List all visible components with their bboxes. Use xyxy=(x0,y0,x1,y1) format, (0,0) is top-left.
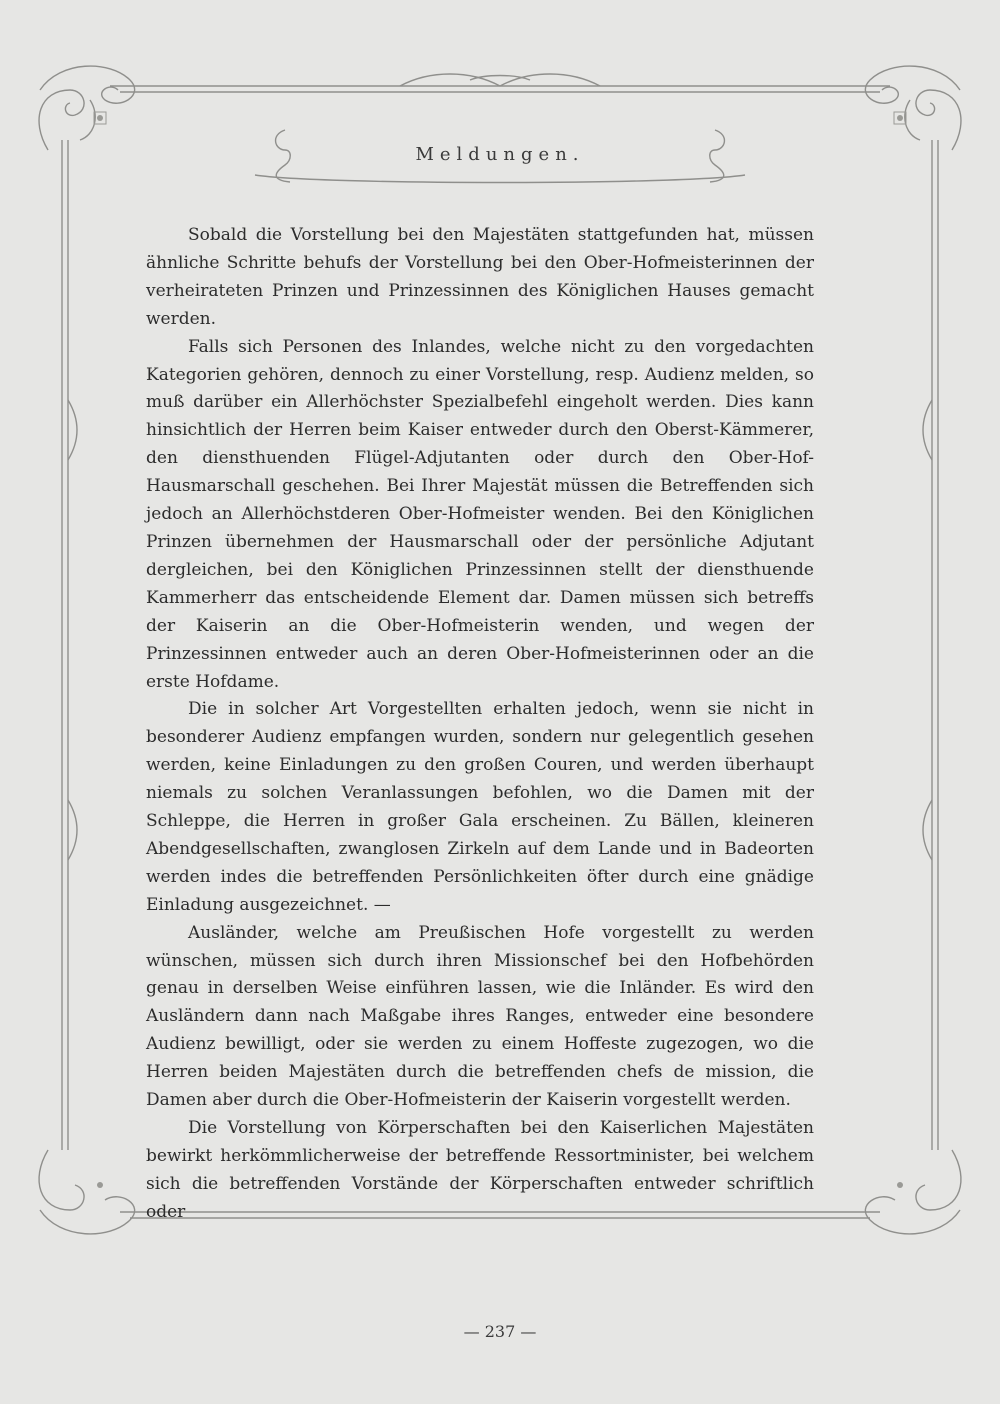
page-heading: Meldungen. xyxy=(415,144,585,165)
paragraph: Die in solcher Art Vorgestellten erhalten jedoch, wenn sie nicht in besonderer Audienz empfangen wurden, sondern nur gelegentlich gesehen werden, keine Einladungen zu den großen Couren, und werden überhaupt niemals zu solchen Veranlassungen befohlen, wo die Damen mit der Schleppe, die Herren in großer Gala erscheinen. Zu Bällen, kleineren Abendgesellschaften, zwanglosen Zirkeln auf dem Lande und in Badeorten werden indes die betreffenden Persönlichkeiten öfter durch eine gnädige Einladung ausgezeichnet. — xyxy=(146,699,814,915)
paragraph: Falls sich Personen des Inlandes, welche nicht zu den vorgedachten Kategorien gehören, dennoch zu einer Vorstellung, resp. Audienz melden, so muß darüber ein Allerhöchster Spezialbefehl eingeholt werden. Dies kann hinsichtlich der Herren beim Kaiser entweder durch den Oberst-Kämmerer, den diensthuenden Flügel-Adjutanten oder durch den Ober-Hof-Hausmarschall geschehen. Bei Ihrer Majestät müssen die Betreffenden sich jedoch an Allerhöchstderen Ober-Hofmeister wenden. Bei den Königlichen Prinzen übernehmen der Hausmarschall oder der persönliche Adjutant dergleichen, bei den Königlichen Prinzessinnen stellt der diensthuende Kammerherr das entscheidende Element dar. Damen müssen sich betreffs der Kaiserin an die Ober-Hofmeisterin wenden, und wegen der Prinzessinnen entweder auch an deren Ober-Hofmeisterinnen oder an die erste Hofdame. xyxy=(146,336,814,692)
paragraph: Sobald die Vorstellung bei den Majestäten stattgefunden hat, müssen ähnliche Schritte behufs der Vorstellung bei den Ober-Hofmeisterinnen der verheirateten Prinzen und Prinzessinnen des Königlichen Hauses gemacht werden. xyxy=(146,225,814,329)
paragraph: Ausländer, welche am Preußischen Hofe vorgestellt zu werden wünschen, müssen sich durch ihren Missionschef bei den Hofbehörden genau in derselben Weise einführen lassen, wie die Inländer. Es wird den Ausländern dann nach Maßgabe ihres Ranges, entweder eine besondere Audienz bewilligt, oder sie werden zu einem Hoffeste zugezogen, wo die Herren beiden Majestäten durch die betreffenden chefs de mission, die Damen aber durch die Ober-Hofmeisterin der Kaiserin vorgestellt werden. xyxy=(146,922,814,1111)
page-number: — 237 — xyxy=(463,1322,537,1341)
paragraph: Die Vorstellung von Körperschaften bei den Kaiserlichen Majestäten bewirkt herkömmlicherweise der betreffende Ressortminister, bei welchem sich die betreffenden Vorstände der Körperschaften entweder schriftlich oder xyxy=(146,1118,814,1222)
body-text xyxy=(146,222,814,1227)
